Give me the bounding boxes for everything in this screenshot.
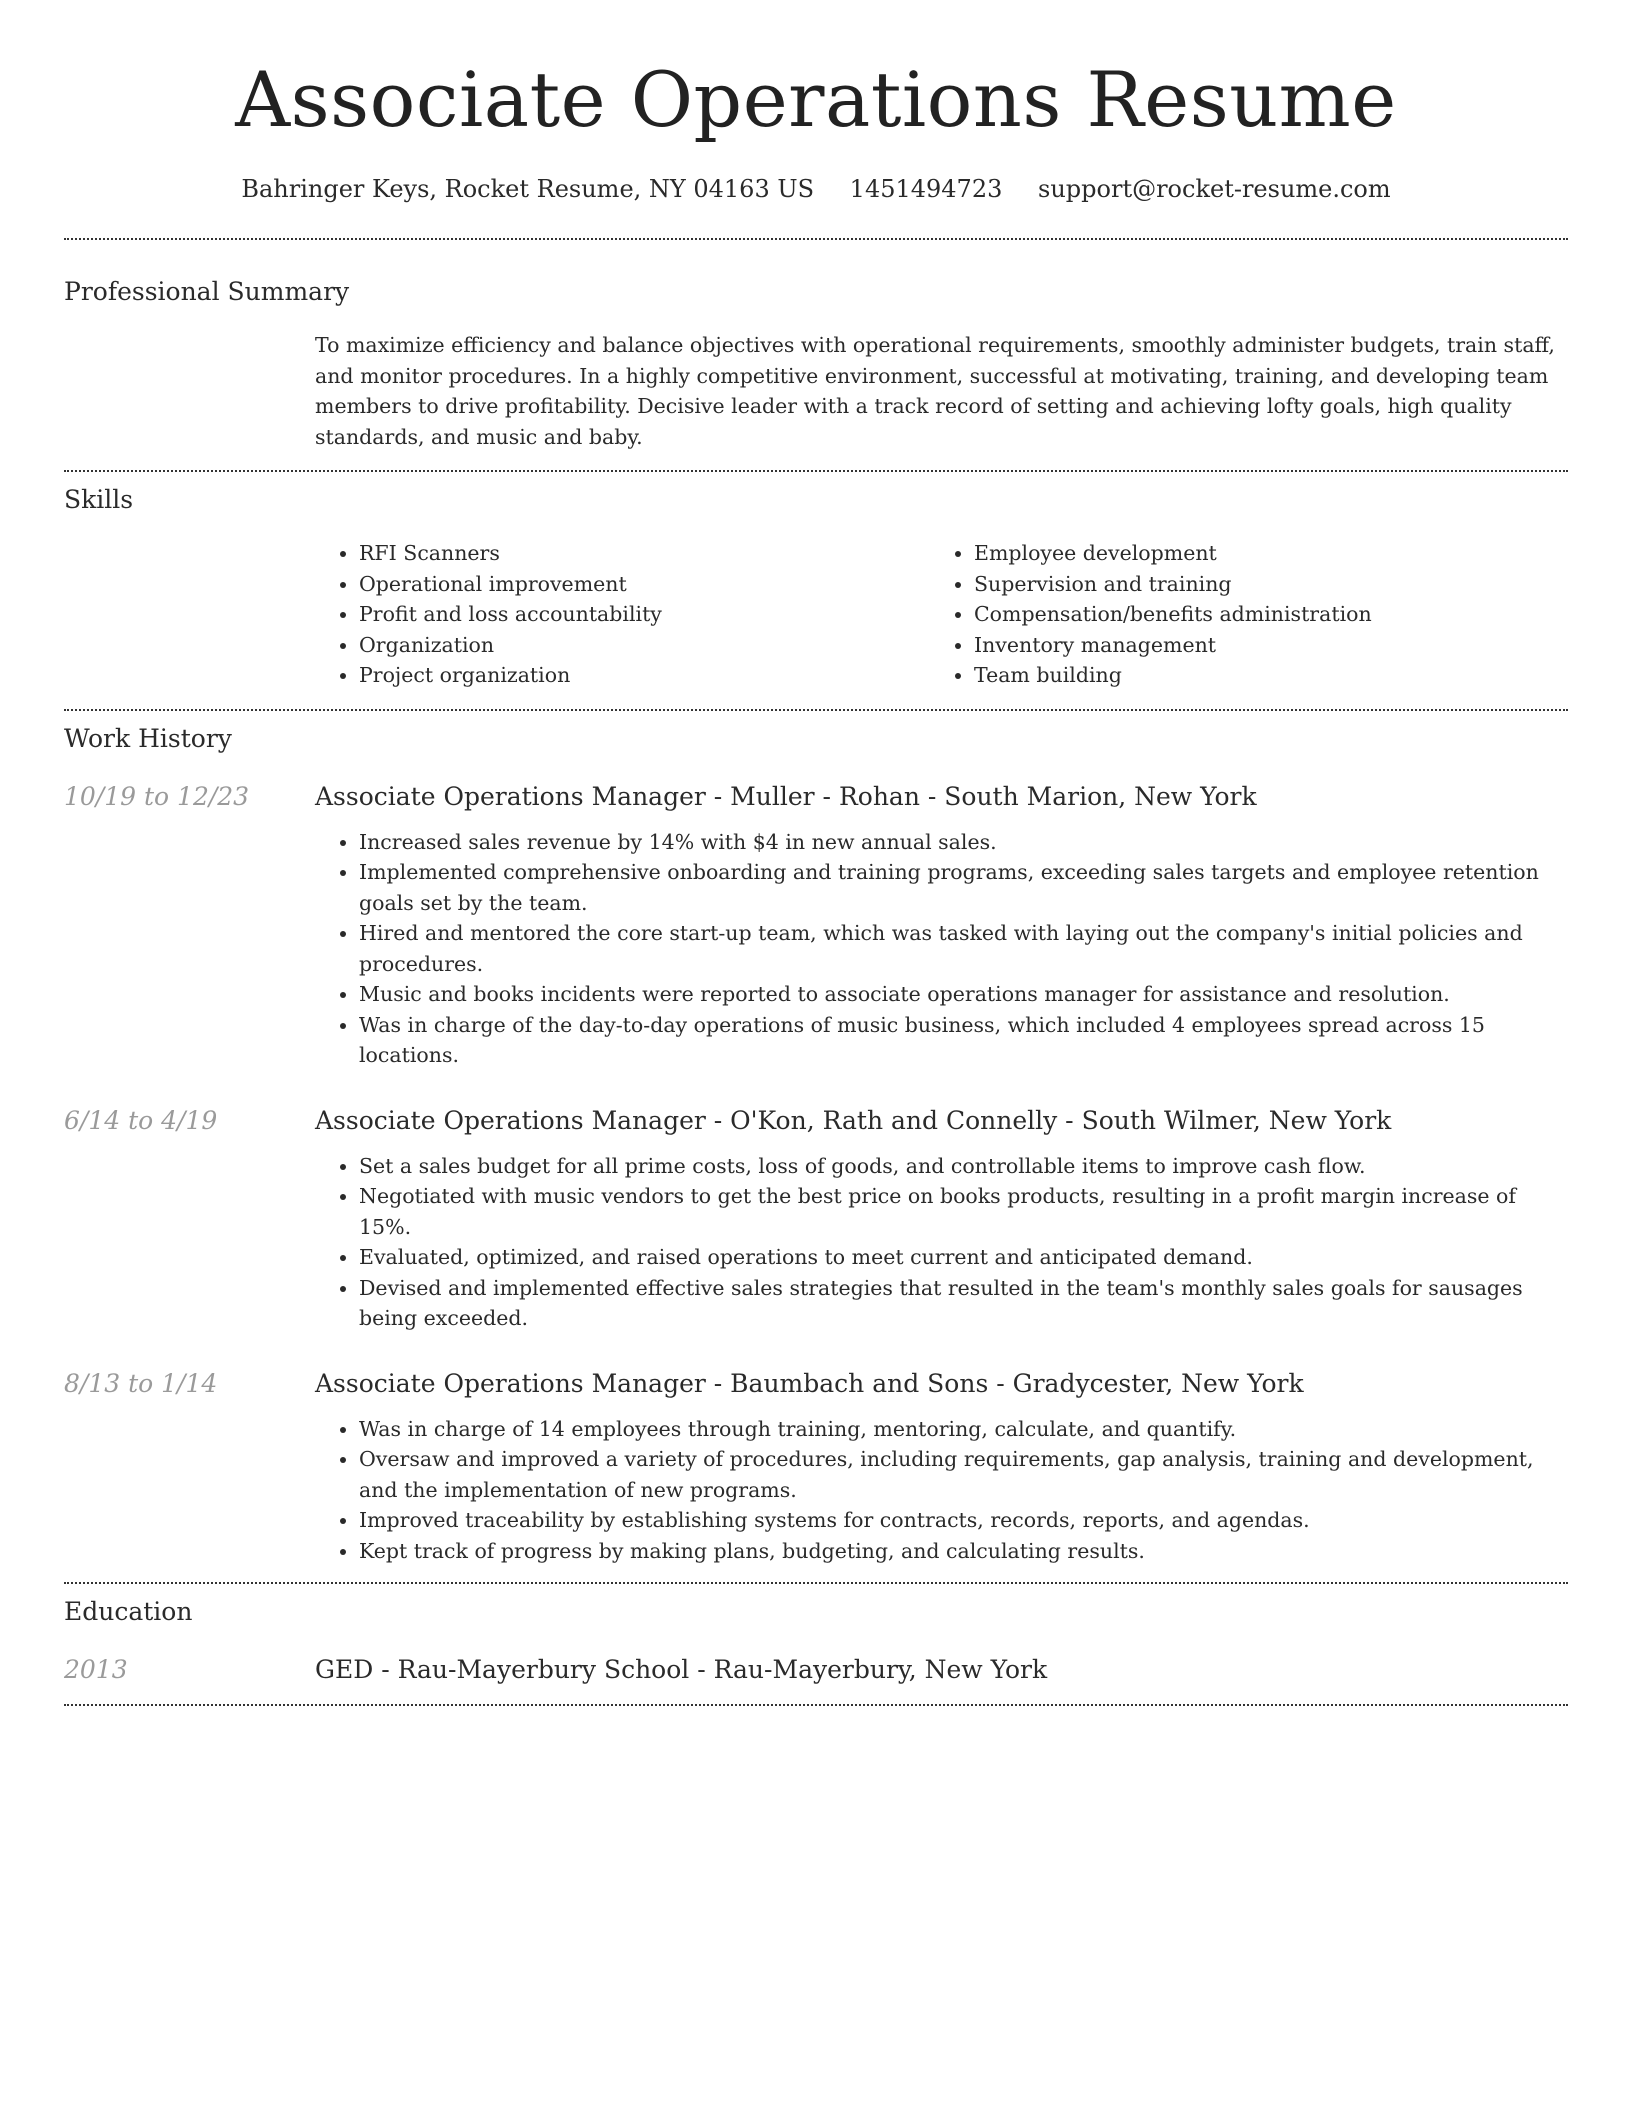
job-entry [64, 1368, 1568, 1567]
summary-section [64, 240, 1568, 470]
skill-item: • Team building [974, 660, 1545, 691]
education-section [64, 1584, 1568, 1704]
skill-item: • Project organization [359, 660, 930, 691]
job-entry [64, 781, 1568, 1071]
job-bullet: • Oversaw and improved a variety of procedures, including requirements, gap analysis, training and development, and the implementation of new programs. [359, 1444, 1568, 1505]
job-bullet: • Increased sales revenue by 14% with $4 in new annual sales. [359, 827, 1568, 858]
job-title: Associate Operations Manager - Baumbach and Sons - Gradycester, New York [315, 1368, 1304, 1398]
job-title: Associate Operations Manager - O'Kon, Rath and Connelly - South Wilmer, New York [315, 1105, 1392, 1135]
contact-phone: 1451494723 [849, 175, 1003, 203]
skills-list [315, 538, 1568, 691]
skill-item: • Organization [359, 630, 930, 661]
page-title: Associate Operations Resume [235, 55, 1397, 144]
skills-column-left [315, 538, 930, 691]
job-dates: 6/14 to 4/19 [64, 1105, 218, 1135]
job-bullet: • Was in charge of the day-to-day operations of music business, which included 4 employees spread across 15 locations. [359, 1010, 1568, 1071]
skill-item: • RFI Scanners [359, 538, 930, 569]
job-bullets [315, 1414, 1568, 1567]
job-bullet: • Music and books incidents were reported to associate operations manager for assistance and resolution. [359, 979, 1568, 1010]
education-text: GED - Rau-Mayerbury School - Rau-Mayerbury, New York [315, 1655, 1048, 1684]
job-content [315, 781, 1568, 1071]
skill-item: • Operational improvement [359, 569, 930, 600]
job-entry [64, 1105, 1568, 1334]
summary-text: To maximize efficiency and balance objectives with operational requirements, smoothly administer budgets, train staff, and monitor procedures. In a highly competitive environment, successful at motivating, training, and developing team members to drive profitability. Decisive leader with a track record of setting and achieving lofty goals, high quality standards, and music and baby. [315, 333, 1555, 449]
skill-item: • Supervision and training [974, 569, 1545, 600]
job-bullet: • Implemented comprehensive onboarding and training programs, exceeding sales targets and employee retention goals set by the team. [359, 857, 1568, 918]
contact-line [64, 174, 1568, 204]
education-year: 2013 [64, 1655, 128, 1684]
education-heading: Education [64, 1597, 193, 1626]
work-section [64, 711, 1568, 1583]
job-bullet: • Devised and implemented effective sales strategies that resulted in the team's monthly sales goals for sausages being exceeded. [359, 1273, 1568, 1334]
education-entry [64, 1654, 1568, 1686]
work-heading: Work History [64, 723, 232, 753]
job-bullet: • Set a sales budget for all prime costs, loss of goods, and controllable items to improve cash flow. [359, 1151, 1568, 1182]
contact-address: Bahringer Keys, Rocket Resume, NY 04163 US [241, 175, 815, 203]
job-dates: 8/13 to 1/14 [64, 1368, 218, 1398]
skills-column-right [930, 538, 1545, 691]
skill-item: • Compensation/benefits administration [974, 599, 1545, 630]
job-bullets [315, 1151, 1568, 1334]
job-bullet: • Evaluated, optimized, and raised operations to meet current and anticipated demand. [359, 1242, 1568, 1273]
job-bullets [315, 827, 1568, 1071]
job-bullet: • Was in charge of 14 employees through training, mentoring, calculate, and quantify. [359, 1414, 1568, 1445]
skills-heading: Skills [64, 485, 134, 514]
job-bullet: • Improved traceability by establishing systems for contracts, records, reports, and agendas. [359, 1505, 1568, 1536]
contact-email: support@rocket-resume.com [1038, 175, 1391, 203]
skill-item: • Employee development [974, 538, 1545, 569]
job-title: Associate Operations Manager - Muller - Rohan - South Marion, New York [315, 781, 1257, 811]
section-divider [64, 1704, 1568, 1706]
job-content [315, 1105, 1568, 1334]
summary-heading: Professional Summary [64, 277, 350, 306]
job-bullet: • Negotiated with music vendors to get the best price on books products, resulting in a profit margin increase of 15%. [359, 1181, 1568, 1242]
skills-section [64, 472, 1568, 709]
skill-item: • Profit and loss accountability [359, 599, 930, 630]
job-bullet: • Kept track of progress by making plans, budgeting, and calculating results. [359, 1536, 1568, 1567]
job-content [315, 1368, 1568, 1567]
job-bullet: • Hired and mentored the core start-up team, which was tasked with laying out the company's initial policies and procedures. [359, 918, 1568, 979]
job-dates: 10/19 to 12/23 [64, 781, 250, 811]
skill-item: • Inventory management [974, 630, 1545, 661]
